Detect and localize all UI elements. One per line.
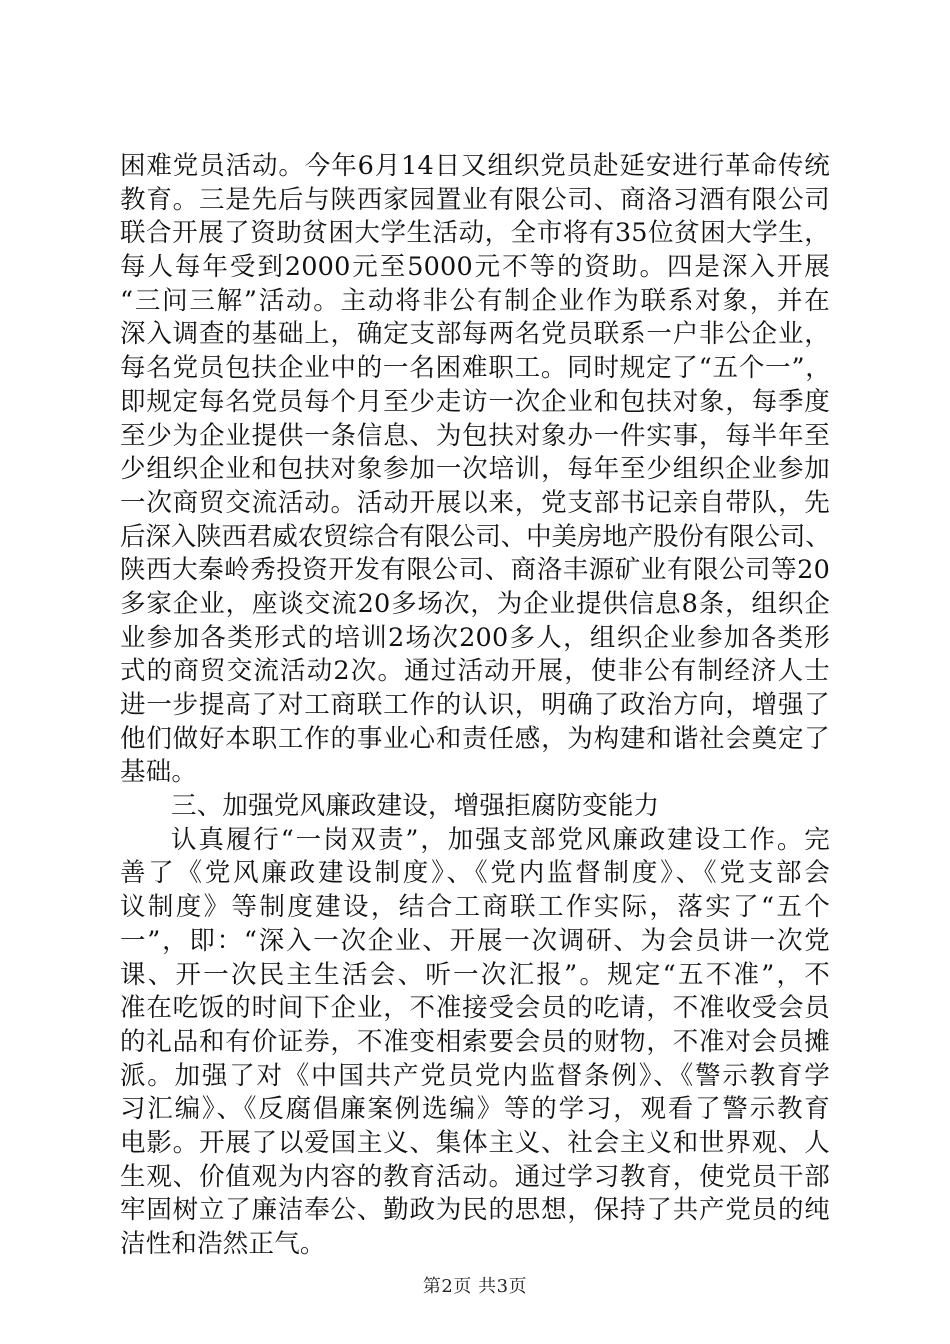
section-heading: 三、加强党风廉政建设，增强拒腐防变能力 bbox=[171, 791, 660, 822]
text-line: 后深入陕西君威农贸综合有限公司、中美房地产股份有限公司、 bbox=[120, 521, 830, 552]
text-line: 深入调查的基础上，确定支部每两名党员联系一户非公企业， bbox=[120, 319, 830, 350]
text-line: 电影。开展了以爱国主义、集体主义、社会主义和世界观、人 bbox=[120, 1127, 830, 1158]
text-line: 陕西大秦岭秀投资开发有限公司、商洛丰源矿业有限公司等20 bbox=[120, 555, 830, 586]
page-footer: 第2页 共3页 bbox=[422, 1276, 528, 1297]
text-line: 进一步提高了对工商联工作的认识，明确了政治方向，增强了 bbox=[120, 690, 830, 720]
document-body bbox=[120, 150, 830, 1262]
text-line: 联合开展了资助贫困大学生活动，全市将有35位贫困大学生， bbox=[120, 218, 830, 249]
text-line: 善了《党风廉政建设制度》、《党内监督制度》、《党支部会 bbox=[120, 858, 830, 889]
text-line: 议制度》等制度建设，结合工商联工作实际，落实了“五个 bbox=[120, 892, 830, 923]
text-line: 即规定每名党员每个月至少走访一次企业和包扶对象，每季度 bbox=[120, 386, 830, 417]
text-line: 准在吃饭的时间下企业，不准接受会员的吃请，不准收受会员 bbox=[120, 993, 830, 1024]
text-line: “三问三解”活动。主动将非公有制企业作为联系对象，并在 bbox=[120, 285, 830, 316]
text-line: 少组织企业和包扶对象参加一次培训，每年至少组织企业参加 bbox=[120, 454, 830, 485]
text-line: 习汇编》、《反腐倡廉案例选编》等的学习，观看了警示教育 bbox=[120, 1094, 830, 1125]
text-line: 的礼品和有价证券，不准变相索要会员的财物，不准对会员摊 bbox=[120, 1026, 830, 1057]
text-line: 多家企业，座谈交流20多场次，为企业提供信息8条，组织企 bbox=[120, 588, 830, 619]
text-line: 每人每年受到2000元至5000元不等的资助。四是深入开展 bbox=[120, 252, 830, 283]
text-line: 认真履行“一岗双责”，加强支部党风廉政建设工作。完 bbox=[171, 824, 830, 855]
text-line: 业参加各类形式的培训2场次200多人，组织企业参加各类形 bbox=[120, 622, 830, 653]
text-line: 牢固树立了廉洁奉公、勤政为民的思想，保持了共产党员的纯 bbox=[120, 1195, 830, 1226]
text-line: 他们做好本职工作的事业心和责任感，为构建和谐社会奠定了 bbox=[120, 723, 830, 754]
text-line: 基础。 bbox=[120, 757, 198, 788]
text-line: 至少为企业提供一条信息、为包扶对象办一件实事，每半年至 bbox=[120, 420, 830, 451]
text-line: 每名党员包扶企业中的一名困难职工。同时规定了“五个一”， bbox=[120, 353, 830, 384]
text-line: 式的商贸交流活动2次。通过活动开展，使非公有制经济人士 bbox=[120, 656, 830, 687]
text-line: 教育。三是先后与陕西家园置业有限公司、商洛习酒有限公司 bbox=[120, 184, 830, 215]
text-line: 课、开一次民主生活会、听一次汇报”。规定“五不准”，不 bbox=[120, 959, 830, 990]
text-line: 一”，即：“深入一次企业、开展一次调研、为会员讲一次党 bbox=[120, 925, 830, 956]
text-line: 派。加强了对《中国共产党员党内监督条例》、《警示教育学 bbox=[120, 1060, 830, 1091]
text-line: 生观、价值观为内容的教育活动。通过学习教育，使党员干部 bbox=[120, 1161, 830, 1192]
text-line: 困难党员活动。今年6月14日又组织党员赴延安进行革命传统 bbox=[120, 151, 830, 181]
text-line: 一次商贸交流活动。活动开展以来，党支部书记亲自带队，先 bbox=[120, 487, 830, 518]
text-line: 洁性和浩然正气。 bbox=[120, 1229, 326, 1259]
